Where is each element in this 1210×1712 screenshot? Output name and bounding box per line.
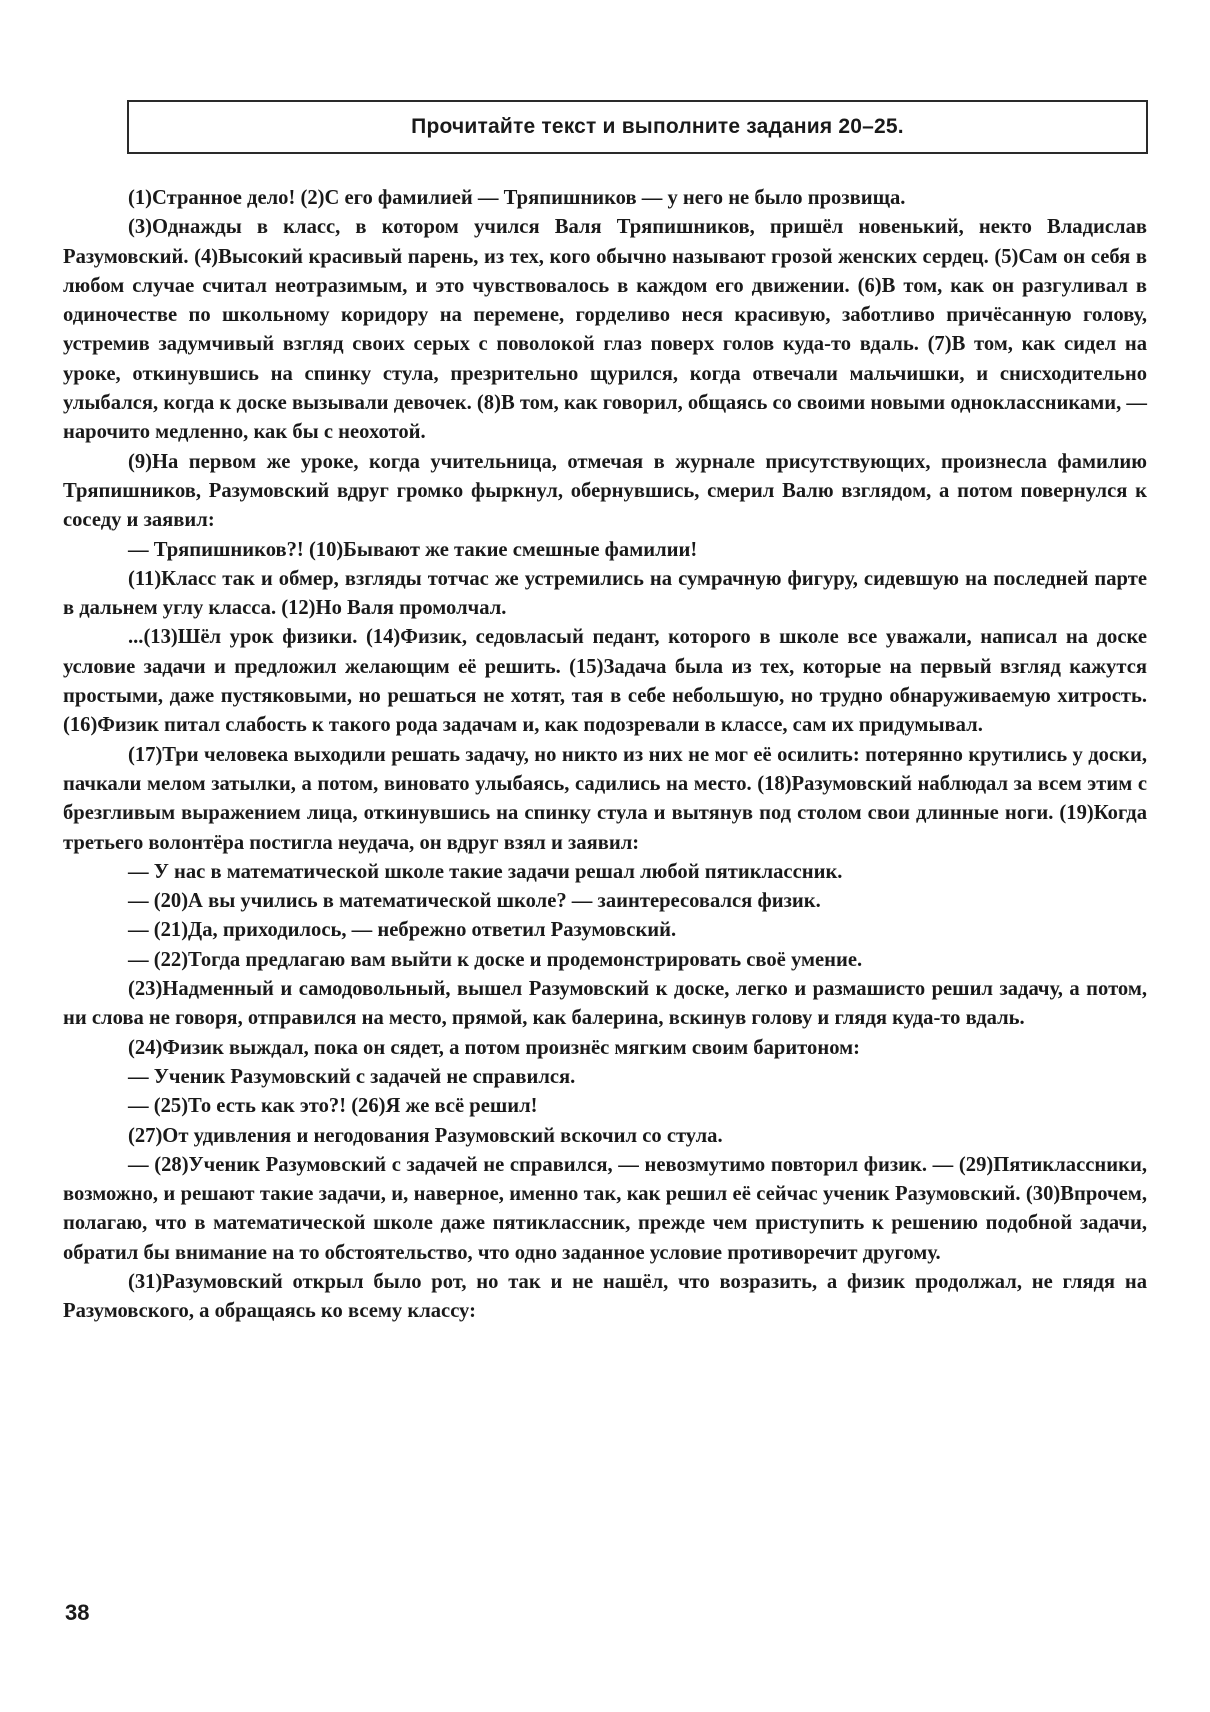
paragraph: (11)Класс так и обмер, взгляды тотчас же устремились на сумрачную фигуру, сидевшую на последней парте в дальнем углу класса. (12)Но Валя промолчал. [63, 567, 1147, 620]
paragraph: (24)Физик выждал, пока он сядет, а потом произнёс мягким своим баритоном: [128, 1036, 860, 1059]
task-header-box [127, 100, 1148, 154]
paragraph: (17)Три человека выходили решать задачу, но никто из них не мог её осилить: потерянно крутились у доски, пачкали мелом затылки, а потом, виновато улыбаясь, садились на место. (18)Разумовский наблюдал за всем этим с брезгливым выражением лица, откинувшись на спинку стула и вытянув под столом свои длинные ноги. (19)Когда третьего волонтёра постигла неудача, он вдруг взял и заявил: [63, 743, 1147, 854]
paragraph: — (25)То есть как это?! (26)Я же всё решил! [128, 1095, 538, 1118]
paragraph: (31)Разумовский открыл было рот, но так и не нашёл, что возразить, а физик продолжал, не глядя на Разумовского, а обращаясь ко всему классу: [63, 1270, 1147, 1323]
page-number: 38 [65, 1600, 90, 1625]
paragraph: — У нас в математической школе такие задачи решал любой пятиклассник. [128, 860, 843, 883]
paragraph: (9)На первом же уроке, когда учительница, отмечая в журнале присутствующих, произнесла фамилию Тряпишников, Разумовский вдруг громко фыркнул, обернувшись, смерил Валю взглядом, а потом повернулся к соседу и заявил: [63, 450, 1147, 532]
text-body [63, 184, 1147, 1327]
paragraph: — (21)Да, приходилось, — небрежно ответил Разумовский. [128, 919, 677, 942]
paragraph: (1)Странное дело! (2)С его фамилией — Тряпишников — у него не было прозвища. [128, 187, 906, 209]
paragraph: ...(13)Шёл урок физики. (14)Физик, седовласый педант, которого в школе все уважали, написал на доске условие задачи и предложил желающим её решить. (15)Задача была из тех, которые на первый взгляд кажутся простыми, даже пустяковыми, но решаться не хотят, тая в себе небольшую, но трудно обнаруживаемую хитрость. (16)Физик питал слабость к такого рода задачам и, как подозревали в классе, сам их придумывал. [63, 626, 1147, 737]
paragraph: — (28)Ученик Разумовский с задачей не справился, — невозмутимо повторил физик. — (29)Пятиклассники, возможно, и решают такие задачи, и, наверное, именно так, как решил её сейчас ученик Разумовский. (30)Впрочем, полагаю, что в математической школе даже пятиклассник, прежде чем приступить к решению подобной задачи, обратил бы внимание на то обстоятельство, что одно заданное условие противоречит другому. [63, 1153, 1147, 1264]
task-header-title: Прочитайте текст и выполните задания 20–25. [411, 115, 904, 138]
paragraph: — Ученик Разумовский с задачей не справился. [128, 1065, 576, 1088]
paragraph: — Тряпишников?! (10)Бывают же такие смешные фамилии! [128, 538, 698, 561]
paragraph: (27)От удивления и негодования Разумовский вскочил со стула. [128, 1124, 723, 1147]
paragraph: — (22)Тогда предлагаю вам выйти к доске и продемонстрировать своё умение. [128, 948, 863, 971]
paragraph: (3)Однажды в класс, в котором учился Валя Тряпишников, пришёл новенький, некто Владислав Разумовский. (4)Высокий красивый парень, из тех, кого обычно называют грозой женских сердец. (5)Сам он себя в любом случае считал неотразимым, и это чувствовалось в каждом его движении. (6)В том, как он разгуливал в одиночестве по школьному коридору на перемене, горделиво неся красивую, заботливо причёсанную голову, устремив задумчивый взгляд своих серых с поволокой глаз поверх голов куда-то вдаль. (7)В том, как сидел на уроке, откинувшись на спинку стула, презрительно щурился, когда отвечали мальчишки, и снисходительно улыбался, когда к доске вызывали девочек. (8)В том, как говорил, общаясь со своими новыми одноклассниками, — нарочито медленно, как бы с неохотой. [63, 216, 1147, 444]
paragraph: (23)Надменный и самодовольный, вышел Разумовский к доске, легко и размашисто решил задачу, а потом, ни слова не говоря, отправился на место, прямой, как балерина, вскинув голову и глядя куда-то вдаль. [63, 978, 1147, 1030]
paragraph: — (20)А вы учились в математической школе? — заинтересовался физик. [128, 890, 821, 913]
